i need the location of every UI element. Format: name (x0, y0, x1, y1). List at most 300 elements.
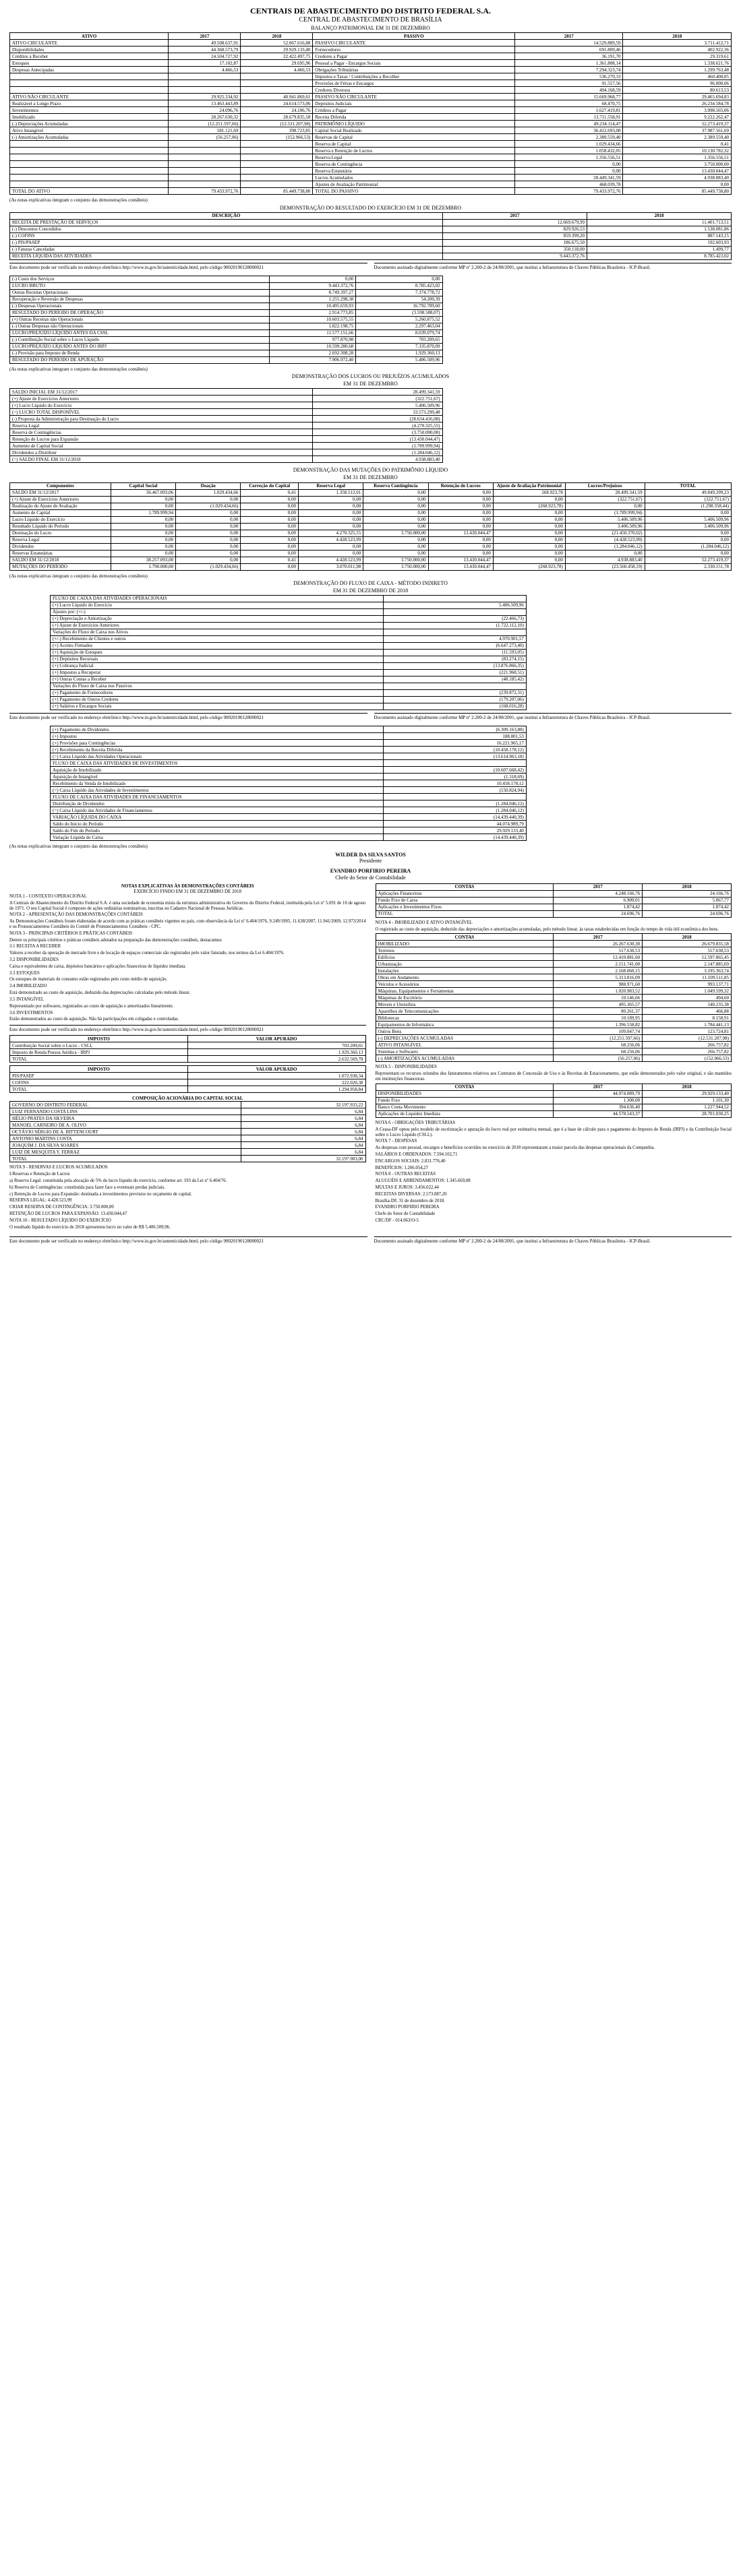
imob-row (376, 995, 732, 1001)
dmpl-header: Doação (176, 482, 241, 489)
balance-cell: 398.723,85 (241, 127, 313, 134)
doc-verification-row-3 (9, 1025, 366, 1032)
imob-cell: 540.235,38 (643, 1001, 732, 1008)
notes-left-tail-paragraph: a) Reserva Legal: constituída pela alocação de 5% do lucro líquido do exercício, conforme art. 193 da Lei nº 6.404/76. (9, 1178, 227, 1183)
dre2-cell: (+) Outras Receitas não Operacionais (10, 316, 270, 323)
dfc2-cell (384, 760, 527, 767)
imob-row (376, 1008, 732, 1015)
dfc-row (51, 602, 527, 608)
notes-right-tail-paragraph: RECEITAS DIVERSAS: 2.573.087,20 (375, 1191, 447, 1197)
balance-cell: Imobilizado (10, 114, 169, 121)
balance-cell (10, 148, 169, 154)
balance-cell: 536.279,33 (514, 73, 623, 80)
dfc-cell: Ajustes por: (+/-) (51, 608, 384, 615)
dmpl-row (10, 523, 732, 530)
dlpa-cell: SALDO INICIAL EM 31/12/2017 (10, 389, 313, 396)
company-subtitle: CENTRAL DE ABASTECIMENTO DE BRASÍLIA (299, 15, 442, 24)
dmpl-header: TOTAL (645, 482, 731, 489)
dre2-cell: 0,00 (356, 276, 442, 282)
dmpl-cell: (1.284.046,12) (645, 543, 731, 550)
notes-left-paragraph: NOTA 3 - PRINCIPAIS CRITÉRIOS E PRÁTICAS CONTÁBEIS (9, 931, 133, 936)
tax2-header: VALOR APURADO (187, 1066, 365, 1073)
dmpl-cell: 0,00 (176, 536, 241, 543)
dfc2-row (51, 787, 527, 794)
dmpl-cell: Dividendos (10, 543, 111, 550)
dfc-row (51, 696, 527, 703)
dmpl-cell: 0,00 (241, 496, 299, 503)
dmpl-cell: 0,00 (241, 503, 299, 509)
balance-cell: Lucros Acumulados (313, 175, 515, 181)
dre2-cell: 5.260.875,52 (356, 316, 442, 323)
balance-cell: Ativo Intangível (10, 127, 169, 134)
dlpa-cell: (1.284.046,12) (313, 449, 442, 456)
balance-cell: 10.130.782,32 (623, 148, 732, 154)
dre2-cell: RESULTADO DO PERÍODO DE OPERAÇÃO (10, 309, 270, 316)
imob-row (376, 1035, 732, 1042)
dlpa-row (10, 443, 443, 449)
balance-cell (241, 181, 313, 188)
capital-row (10, 1156, 366, 1162)
dfc2-cell: (150.824,94) (384, 787, 527, 794)
imob-cell: 123.724,81 (643, 1028, 732, 1035)
notes-left-tail-paragraph: NOTA 10 - RESULTADO LÍQUIDO DO EXERCÍCIO (9, 1218, 111, 1223)
balance-header: 2018 (241, 33, 313, 40)
imob-row (376, 968, 732, 974)
dre-cell: RECEITA DE PRESTAÇÃO DE SERVIÇOS (10, 219, 443, 226)
dmpl-cell: 0,00 (176, 543, 241, 550)
imob-cell: Móveis e Utensílios (376, 1001, 554, 1008)
balance-cell: Depósitos Judiciais (313, 100, 515, 107)
balance-row (10, 148, 732, 154)
dfc-cell: (221.968,51) (384, 669, 527, 676)
dre2-cell: 7.335.870,09 (356, 343, 442, 350)
capital-cell: ANTONIO MARTINS COSTA (10, 1135, 241, 1142)
balance-cell: Reserva Legal (313, 154, 515, 161)
balance-cell: 0,41 (623, 141, 732, 148)
dmpl-cell: 0,00 (111, 503, 175, 509)
imob-header: 2018 (643, 934, 732, 941)
balance-header: 2017 (169, 33, 241, 40)
dfc2-cell: Recebimento da Venda de Imobilizado (51, 780, 384, 787)
disp-cell: Banco Conta Movimento (376, 1104, 554, 1110)
dre-cell: 829.926,53 (443, 226, 587, 232)
contas-cell: TOTAL (376, 910, 554, 917)
balance-table (9, 32, 732, 195)
dfc-cell: (+) Depósitos Recursais (51, 656, 384, 662)
dfc-cell: (+) Depreciação e Amortização (51, 615, 384, 622)
dlpa-row (10, 396, 443, 402)
dmpl-row (10, 557, 732, 563)
notes-left-paragraph: Valores a receber da operação de mercado livre e de locação de espaços comerciais são registrados pelo valor faturado, nos termos da Lei 6.404/1976. (9, 951, 285, 956)
notes-right-column (376, 883, 732, 1232)
disp-cell: 1.300,00 (554, 1097, 643, 1104)
balance-cell: 0,00 (623, 181, 732, 188)
imob-cell: 68.256,06 (554, 1048, 643, 1055)
notes-right-mid (376, 1065, 732, 1081)
balance-cell (10, 168, 169, 175)
notes-right-tail-paragraph: ALUGUÉIS E ARRENDAMENTOS: 1.345.669,08 (375, 1179, 471, 1184)
dmpl-header: Capital Social (111, 482, 175, 489)
dfc2-row (51, 774, 527, 780)
dre-cell: 350.118,00 (443, 246, 587, 253)
dmpl-cell: 0,00 (363, 509, 428, 516)
dre2-cell: 7.906.972,40 (269, 356, 355, 363)
dmpl-cell: 0,00 (241, 563, 299, 570)
disp-cell: 44.974.089,79 (554, 1090, 643, 1097)
balance-cell (241, 148, 313, 154)
dmpl-cell: 5.406.509,96 (565, 516, 645, 523)
dmpl-cell: 0,00 (428, 509, 493, 516)
notes-left-paragraph: As Demonstrações Contábeis foram elaboradas de acordo com as práticas contábeis vigentes no país, com observância da Lei nº 6.404/1976, 9.249/1995, 11.638/2007, 11.941/2009, 12.973/2014 e os Pronunciamentos Contábeis do Comitê de Pronunciamentos Contábeis - CPC. (9, 919, 366, 929)
dfc2-cell: FLUXO DE CAIXA DAS ATIVIDADES DE FINANCIAMENTOS (51, 794, 384, 800)
balance-row (10, 107, 732, 114)
dmpl-cell: (268.923,78) (493, 563, 565, 570)
notes-left-paragraph: Estão demonstrados ao custo de aquisição. Não há participações em coligadas e controladas. (9, 1017, 179, 1022)
dre2-cell: 54.200,39 (356, 296, 442, 303)
dlpa-row (10, 416, 443, 422)
dlpa-cell: 4.938.883,40 (313, 456, 442, 463)
dfc-cell: (+) Lucro Líquido do Exercício (51, 602, 384, 608)
dmpl-cell: 0,00 (298, 509, 363, 516)
dfc2-row (51, 740, 527, 747)
explanatory-note: (As notas explicativas integram o conjunto das demonstrações contábeis) (9, 197, 148, 203)
dmpl-row (10, 489, 732, 496)
dmpl-title: DEMONSTRAÇÃO DAS MUTAÇÕES DO PATRIMÔNIO LÍQUIDO (293, 467, 448, 474)
disp-row (376, 1097, 732, 1104)
dfc-cell: (+) Pagamento de Outros Credores (51, 696, 384, 703)
disp-header: 2018 (643, 1083, 732, 1090)
balance-header: PASSIVO (313, 33, 515, 40)
dmpl-cell: 0,00 (428, 503, 493, 509)
dfc-cell: (239.872,31) (384, 689, 527, 696)
balance-cell (241, 161, 313, 168)
balance-row (10, 94, 732, 100)
balance-cell: (12.531.207,98) (241, 121, 313, 127)
dre2-cell: 8.785.423,02 (356, 282, 442, 289)
capital-cell: 6,84 (241, 1142, 365, 1149)
balance-cell (10, 181, 169, 188)
notes-right-tail-paragraph: CRC/DF - 014.063/O-5 (375, 1218, 419, 1224)
tax-header: VALOR APURADO (187, 1036, 365, 1042)
disp-cell: Fundo Fixo (376, 1097, 554, 1104)
notes-left-paragraph: Representado por softwares, registrados ao custo de aquisição e amortizados linearmente. (9, 1003, 174, 1009)
contas-cell: 24.166,76 (643, 890, 732, 897)
dmpl-cell: 0,00 (111, 496, 175, 503)
imob-cell: 11.109.511,85 (643, 974, 732, 981)
balance-cell: 22.422.497,75 (241, 53, 313, 60)
dmpl-cell: 0,00 (298, 543, 363, 550)
dmpl-cell: 0,00 (241, 550, 299, 557)
dfc2-cell: Aquisição de Imobilizado (51, 767, 384, 774)
disp-cell: 394.636,40 (554, 1104, 643, 1110)
dlpa-cell: Aumento de Capital Social (10, 443, 313, 449)
balance-cell: 2.389.559,40 (514, 134, 623, 141)
dre2-row (10, 323, 443, 329)
balance-cell: (56.257,06) (169, 134, 241, 141)
dre2-cell: LUCRO/PREJUÍZO LÍQUIDO ANTES DA CSSL (10, 329, 270, 336)
dlpa-table (9, 388, 443, 463)
balance-cell: 52.067.616,88 (241, 40, 313, 46)
dfc-continued-table (50, 726, 527, 841)
balance-cell: 4.466,53 (169, 67, 241, 73)
imob-cell: 10.146,66 (554, 995, 643, 1001)
dfc2-row (51, 821, 527, 827)
dfc-row (51, 683, 527, 689)
notes-left-paragraph: 3.1 RECEITA A RECEBER (9, 944, 61, 949)
notes-right-tail-paragraph: ENCARGOS SOCIAIS: 2.831.776,40 (375, 1158, 446, 1164)
balance-cell: 468.039,78 (514, 181, 623, 188)
imob-row (376, 988, 732, 995)
dre-cell: 859.399,20 (443, 232, 587, 239)
balance-cell: 37.987.561,69 (623, 127, 732, 134)
dlpa-cell: (+) Ajuste de Exercícios Anteriores (10, 396, 313, 402)
dfc2-cell: (13.614.963,18) (384, 753, 527, 760)
capital-row (10, 1108, 366, 1115)
balance-cell: 29.695,96 (241, 60, 313, 67)
balance-header: ATIVO (10, 33, 169, 40)
balance-cell (241, 154, 313, 161)
dfc2-cell: Variação Líquida do Caixa (51, 834, 384, 841)
balance-cell: 79.433.972,76 (514, 188, 623, 195)
dfc-cell: (+) Pagamento de Fornecedores (51, 689, 384, 696)
dmpl-cell: 0,00 (176, 509, 241, 516)
dlpa-row (10, 456, 443, 463)
dre2-row (10, 282, 443, 289)
capital-cell: 6,84 (241, 1122, 365, 1129)
imob-cell: Veículos e Acessórios (376, 981, 554, 988)
dmpl-header: Retenção de Lucros (428, 482, 493, 489)
explanatory-note-2: (As notas explicativas integram o conjunto das demonstrações contábeis) (9, 366, 148, 372)
dmpl-cell: 4.938.883,40 (565, 557, 645, 563)
dlpa-row (10, 409, 443, 416)
signature-note: Documento assinado digitalmente conforme MP nº 2.200-2 de 24/08/2001, que institui a Infraestrutura de Chaves Públicas Brasileira - ICP-Brasil. (374, 263, 732, 270)
dre-header: DESCRIÇÃO (10, 212, 443, 219)
dfc-cell (384, 595, 527, 602)
dmpl-cell: Reserva Legal (10, 536, 111, 543)
balance-cell: 1.058.432,05 (514, 148, 623, 154)
dlpa-row (10, 422, 443, 429)
dmpl-cell: 0,00 (176, 557, 241, 563)
capital-cell: 6,84 (241, 1129, 365, 1135)
dmpl-header: Ajuste de Avaliação Patrimonial (493, 482, 565, 489)
disp-row (376, 1110, 732, 1117)
balance-cell: PASSIVO CIRCULANTE (313, 40, 515, 46)
balance-cell: 1.356.556,51 (514, 154, 623, 161)
balance-row (10, 46, 732, 53)
balance-cell (241, 141, 313, 148)
balance-cell: 1.029.434,66 (514, 141, 623, 148)
capital-cell: LUIZ FERNANDO COSTA LINS (10, 1108, 241, 1115)
dfc-cell: Variações do Fluxo de Caixa nos Ativos (51, 629, 384, 635)
dre-cell: (-) Descontos Concedidos (10, 226, 443, 232)
dmpl-cell: 52.273.419,37 (645, 557, 731, 563)
balance-cell: Receita Diferida (313, 114, 515, 121)
capital-row (10, 1149, 366, 1156)
dfc-cell: (48.185,42) (384, 676, 527, 683)
imob-cell: 1.784.441,13 (643, 1022, 732, 1028)
dfc2-cell: (1.284.046,12) (384, 800, 527, 807)
dmpl-cell: 268.923,78 (493, 489, 565, 496)
disp-cell: DISPONIBILIDADES (376, 1090, 554, 1097)
balance-cell: 13.711.558,91 (514, 114, 623, 121)
notes-right-tail-paragraph: NOTA 6 - OBRIGAÇÕES TRIBUTÁRIAS (375, 1120, 456, 1125)
dmpl-cell: 0,41 (241, 489, 299, 496)
dmpl-cell: 0,00 (493, 557, 565, 563)
dfc-cell (384, 608, 527, 615)
balance-cell: (-) Amortizações Acumuladas (10, 134, 169, 141)
notes-left-paragraph: A Centrais de Abastecimento do Distrito Federal S.A. é uma sociedade de economia mista da estrutura administrativa do Governo do Distrito Federal, instituída pela Lei nº 5.691 de 10 de agosto de 1971. O seu Capital Social é composto de ações ordinárias nominativas, inscritas no Cadastro Nacional de Pessoas Jurídicas. (9, 900, 366, 911)
dmpl-header: Lucros/Prejuízos (565, 482, 645, 489)
disp-cell: 44.578.543,37 (554, 1110, 643, 1117)
imob-cell: 68.256,06 (554, 1042, 643, 1048)
dre2-row (10, 296, 443, 303)
dfc-row (51, 622, 527, 629)
dfc2-row (51, 827, 527, 834)
balance-cell (10, 87, 169, 94)
balance-cell (169, 80, 241, 87)
dmpl-cell: 0,00 (493, 536, 565, 543)
dmpl-cell: 0,00 (363, 523, 428, 530)
verification-note-final: Este documento pode ser verificado no endereço eletrônico http://www.in.gov.br/autenticidade.html, pelo código 90020190128000021 (9, 1236, 367, 1244)
dmpl-cell: 4.270.325,55 (298, 530, 363, 536)
balance-row (10, 100, 732, 107)
capital-cell: TOTAL (10, 1156, 241, 1162)
dfc-cell (384, 683, 527, 689)
verification-note-2: Este documento pode ser verificado no endereço eletrônico http://www.in.gov.br/autenticidade.html, pelo código 90020190128000021 (9, 713, 367, 720)
imob-cell: (152.966,53) (643, 1055, 732, 1062)
balance-cell: Investimentos (10, 107, 169, 114)
dlpa-cell: (13.430.044,47) (313, 436, 442, 443)
imob-cell: (12.251.597,66) (554, 1035, 643, 1042)
dmpl-cell: 13.430.044,47 (428, 563, 493, 570)
imob-row (376, 974, 732, 981)
dmpl-cell: 0,00 (428, 550, 493, 557)
dmpl-cell: 0,00 (363, 503, 428, 509)
dmpl-cell: 0,00 (241, 516, 299, 523)
dlpa-cell: (=) SALDO FINAL EM 31/12/2018 (10, 456, 313, 463)
dmpl-row (10, 509, 732, 516)
imob-cell: Urbanização (376, 961, 554, 968)
notes-right-tail-paragraph: EVANDRO PORFIRIO PEREIRA (375, 1205, 440, 1210)
imob-row (376, 1055, 732, 1062)
balance-cell: Reservas de Capital (313, 134, 515, 141)
dfc-row (51, 608, 527, 615)
dfc2-row (51, 807, 527, 814)
dre-cell: 1.538.081,86 (587, 226, 732, 232)
dre-row (10, 253, 732, 259)
dfc2-cell: 188.801,53 (384, 733, 527, 740)
contas-header: 2018 (643, 883, 732, 890)
tax2-row (10, 1073, 366, 1079)
dmpl-cell: 0,00 (493, 550, 565, 557)
dmpl-cell: (1.284.046,12) (565, 543, 645, 550)
imob-cell: Obras em Andamento (376, 974, 554, 981)
dre-table (9, 212, 732, 260)
capital-cell: 32.197.903,00 (241, 1156, 365, 1162)
balance-cell (169, 168, 241, 175)
dmpl-row (10, 503, 732, 509)
contas-cell: 1.874,42 (643, 904, 732, 910)
dre2-cell: 0,00 (269, 276, 355, 282)
imob-cell: (-) AMORTIZAÇÕES ACUMULADAS (376, 1055, 554, 1062)
notes-left-paragraph: 3.6 INVESTIMENTOS (9, 1010, 53, 1015)
doc-verification-row (9, 263, 732, 270)
balance-cell: 4.938.883,40 (623, 175, 732, 181)
dmpl-header: Componentes (10, 482, 111, 489)
dfc2-cell: (10.607.668,42) (384, 767, 527, 774)
dlpa-cell: (+) Lucro Líquido do Exercício (10, 402, 313, 409)
dlpa-row (10, 402, 443, 409)
dfc2-row (51, 834, 527, 841)
capital-row (10, 1102, 366, 1108)
balance-cell: Capital Social Realizado (313, 127, 515, 134)
dfc-row (51, 703, 527, 710)
dmpl-cell: 0,00 (298, 523, 363, 530)
notes-left-paragraph: NOTA 1 - CONTEXTO OPERACIONAL (9, 893, 87, 899)
notes-right-tail-paragraph: A Ceasa-DF optou pelo modelo de escrituração e apuração do lucro real por estimativa mensal, que é a base de cálculo para o pagamento do Imposto de Renda (IRPJ) e da Contribuição Social sobre o Lucro Líquido (CSLL). (375, 1127, 732, 1137)
dfc-cell: (6.647.273,40) (384, 642, 527, 649)
notes-right-tail-paragraph: As despesas com pessoal, encargos e benefícios ocorridos no exercício de 2018 representaram a maior parcela das despesas operacionais da Companhia. (375, 1145, 655, 1151)
balance-cell: Provisões de Férias e Encargos (313, 80, 515, 87)
dmpl-cell: 0,00 (363, 550, 428, 557)
dlpa-cell: (1.789.999,94) (313, 443, 442, 449)
dmpl-cell: 0,00 (645, 530, 731, 536)
capital-cell: 32.197.933,22 (241, 1102, 365, 1108)
dre2-cell: 8.749.397,27 (269, 289, 355, 296)
dfc-cell: 5.406.509,96 (384, 602, 527, 608)
balance-cell: Credores Diversos (313, 87, 515, 94)
tax-row (10, 1049, 366, 1056)
signatory-1-role: Presidente (359, 858, 382, 865)
dfc2-cell: FLUXO DE CAIXA DAS ATIVIDADES DE INVESTIMENTOS (51, 760, 384, 767)
dre-cell: 192.603,93 (587, 239, 732, 246)
dlpa-cell: (-) Proposta da Administração para Destinação do Lucro (10, 416, 313, 422)
balance-cell: 36.191,70 (514, 53, 623, 60)
dfc2-cell: (+) Impostos (51, 733, 384, 740)
balance-cell: 85.449.738,80 (241, 188, 313, 195)
balance-cell: Créditos a Receber (10, 53, 169, 60)
dlpa-title: DEMONSTRAÇÃO DOS LUCROS OU PREJUÍZOS ACUMULADOS (291, 373, 450, 379)
dfc-cell: (+/-) Recebimento de Clientes e outros (51, 635, 384, 642)
balance-cell: 29.929.133,40 (241, 46, 313, 53)
imob-cell: 266.757,82 (643, 1048, 732, 1055)
disponibilidades-table (376, 1083, 732, 1118)
balance-cell (10, 154, 169, 161)
dmpl-cell: 0,00 (111, 523, 175, 530)
balance-cell: TOTAL DO PASSIVO (313, 188, 515, 195)
balance-cell: 49.508.637,91 (169, 40, 241, 46)
balance-row (10, 188, 732, 195)
imob-cell: 993.137,71 (643, 981, 732, 988)
dmpl-cell: 0,00 (176, 496, 241, 503)
dfc2-row (51, 733, 527, 740)
dfc-row (51, 649, 527, 656)
tax2-cell: TOTAL (10, 1086, 188, 1093)
dmpl-header: Reserva Legal (298, 482, 363, 489)
dfc-cell: (179.207,06) (384, 696, 527, 703)
balance-cell (10, 175, 169, 181)
dfc-row (51, 629, 527, 635)
imob-row (376, 1042, 732, 1048)
dre2-cell: 2.692.308,28 (269, 350, 355, 356)
dre2-cell: LUCRO BRUTO (10, 282, 270, 289)
dlpa-row (10, 436, 443, 443)
dlpa-cell: (322.751,67) (313, 396, 442, 402)
dre-cell: 1.499,77 (587, 246, 732, 253)
dre2-cell: (3.598.588,07) (356, 309, 442, 316)
balance-cell (10, 73, 169, 80)
dre-cell: 11.401.713,51 (587, 219, 732, 226)
